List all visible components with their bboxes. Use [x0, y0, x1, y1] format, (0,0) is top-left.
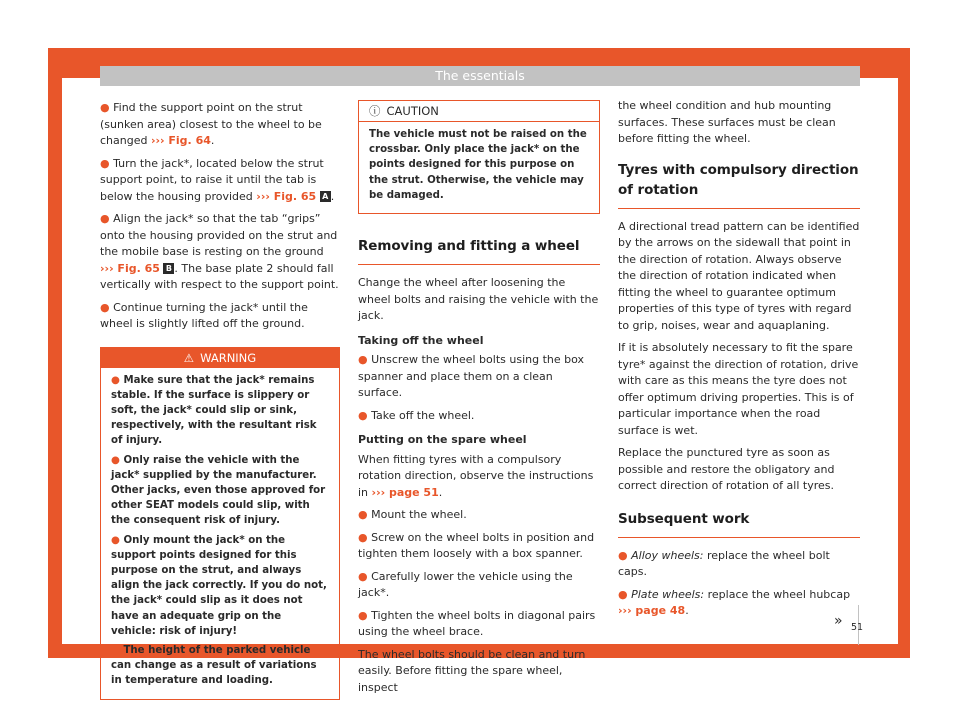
bullet-icon: ● — [100, 156, 110, 170]
bullet-icon: ● — [100, 212, 110, 225]
section-header: The essentials — [100, 66, 860, 86]
list-item: ● Plate wheels: replace the wheel hubcap ››› page 48. — [618, 587, 851, 617]
list-item: ● Unscrew the wheel bolts using the box spanner and place them on a clean surface. — [358, 353, 585, 400]
warning-header: ⚠ WARNING — [101, 348, 339, 368]
caution-body: The vehicle must not be raised on the crossbar. Only place the jack* on the points designed for this purpose on the strut. Otherwise, the vehicle may be damaged. — [369, 129, 587, 201]
list-item: ● Screw on the wheel bolts in position and tighten them loosely with a box spanner. — [358, 530, 595, 561]
section-heading: Removing and fitting a wheel — [358, 236, 600, 265]
column-2 — [358, 100, 600, 702]
step-4: ● Continue turning the jack* until the wheel is slightly lifted off the ground. — [100, 300, 308, 330]
warning-item: ● Only raise the vehicle with the jack* supplied by the manufacturer. Other jacks, even those approved for other SEAT models could slip, with the consequent risk of injury. — [111, 454, 326, 527]
list-item: ● Take off the wheel. — [358, 408, 475, 422]
column-3 — [618, 98, 860, 626]
subheading-putting-on: Putting on the spare wheel — [358, 433, 527, 447]
warning-triangle-icon: ⚠ — [183, 350, 195, 365]
bullet-icon: ● — [100, 101, 110, 114]
caution-circle-icon: ⓘ — [369, 104, 381, 118]
list-item: ● Carefully lower the vehicle using the jack*. — [358, 569, 573, 600]
subheading-taking-off: Taking off the wheel — [358, 333, 484, 347]
warning-item: ● Only mount the jack* on the support points designed for this purpose on the strut, and always align the jack correctly. If you do not, the jack* could slip as it does not have an adequate grip on the vehicle: risk of injury! — [111, 534, 327, 637]
list-item: ● Mount the wheel. — [358, 508, 467, 522]
step-2: ● Turn the jack*, located below the strut support point, to raise it until the tab is below the housing provided ››› Fig. 65 A . — [100, 156, 335, 203]
step-1: ● Find the support point on the strut (sunken area) closest to the wheel to be changed ››› Fig. 64. — [100, 101, 322, 147]
continue-marker: » — [834, 613, 843, 629]
page-number: 51 — [851, 622, 864, 633]
step-3: ● Align the jack* so that the tab “grips” onto the housing provided on the strut and the mobile base is resting on the ground ››› Fig. 65 B . The base plate 2 should fall vertically with respect to the support point. — [100, 212, 339, 291]
section-heading: Tyres with compulsory direction of rotation — [618, 160, 860, 209]
warning-box — [100, 347, 340, 700]
figure-link[interactable]: ››› Fig. 65 — [256, 189, 317, 203]
intro-text: Change the wheel after loosening the wheel bolts and raising the vehicle with the jack. — [358, 276, 599, 323]
section-heading: Subsequent work — [618, 509, 860, 538]
page-link[interactable]: ››› page 48 — [618, 604, 686, 617]
callout-key: A — [320, 191, 331, 202]
caution-box — [358, 100, 600, 214]
paragraph: A directional tread pattern can be identified by the arrows on the sidewall that point in the direction of rotation. Always observe the direction of rotation indicated when fitting the wheel to guarantee optimum properties of this type of tyres with regard to grip, noises, wear and aquaplaning. — [618, 219, 860, 332]
list-item: ● Tighten the wheel bolts in diagonal pairs using the wheel brace. — [358, 608, 596, 639]
continued-text: the wheel condition and hub mounting surfaces. These surfaces must be clean before fitting the wheel. — [618, 99, 836, 145]
page-link[interactable]: ››› page 51 — [371, 485, 439, 499]
callout-key: B — [163, 263, 174, 274]
warning-body — [101, 368, 339, 699]
list-item: ● Alloy wheels: replace the wheel bolt caps. — [618, 548, 830, 578]
paragraph: Replace the punctured tyre as soon as possible and restore the obligatory and correct direction of rotation of all tyres. — [618, 446, 835, 492]
paragraph: If it is absolutely necessary to fit the spare tyre* against the direction of rotation, drive with care as this means the tyre does not offer optimum driving properties. This is of particular importance when the road surface is wet. — [618, 341, 859, 437]
figure-link[interactable]: ››› Fig. 65 — [100, 261, 160, 275]
bullet-icon: ● — [100, 300, 110, 314]
figure-link[interactable]: ››› Fig. 64 — [150, 134, 211, 147]
putting-on-intro: When fitting tyres with a compulsory rotation direction, observe the instructions in ››› page 51. — [358, 452, 594, 499]
closing-text: The wheel bolts should be clean and turn easily. Before fitting the spare wheel, inspect — [358, 647, 586, 694]
warning-item: ● Make sure that the jack* remains stable. If the surface is slippery or soft, the jack* could slip or sink, respectively, with the resultant risk of injury. — [111, 374, 317, 447]
warning-item: ● The height of the parked vehicle can change as a result of variations in temperature and loading. — [111, 644, 317, 687]
column-1 — [100, 100, 340, 700]
caution-header: ⓘ CAUTION — [359, 101, 599, 122]
